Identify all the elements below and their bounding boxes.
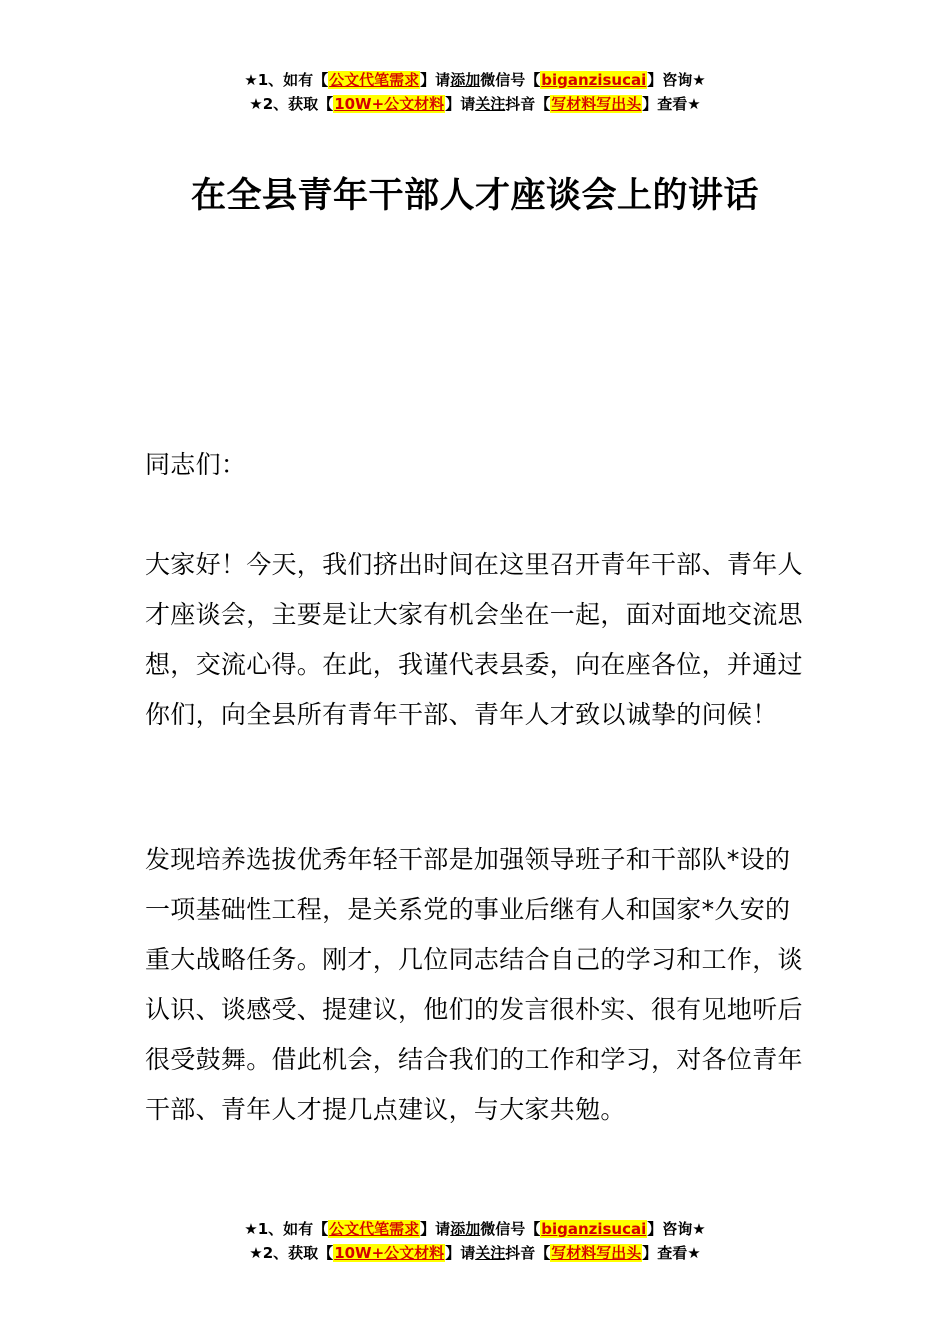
- banner-text: 抖音【: [505, 1244, 551, 1262]
- banner-highlight: 10W+公文材料: [334, 1244, 445, 1262]
- banner-line-1: [0, 1217, 950, 1241]
- banner-text: 】请: [445, 95, 476, 113]
- banner-underlined-text: 添加: [450, 1220, 481, 1238]
- banner-text: 】请: [420, 71, 451, 89]
- banner-line-2: [0, 1241, 950, 1265]
- banner-line-1: [0, 68, 950, 92]
- banner-text: ★1、如有【: [244, 1220, 329, 1238]
- banner-underlined-text: 关注: [475, 1244, 506, 1262]
- paragraph-2: [145, 835, 809, 1135]
- banner-text: ★2、获取【: [249, 95, 334, 113]
- banner-underlined-text: 关注: [475, 95, 506, 113]
- greeting: [145, 440, 809, 490]
- banner-text: 】咨询★: [647, 1220, 706, 1238]
- paragraph-text: 大家好！今天，我们挤出时间在这里召开青年干部、青年人才座谈会，主要是让大家有机会坐在一起，面对面地交流思想，交流心得。在此，我谨代表县委，向在座各位，并通过你们，向全县所有青年干部、青年人才致以诚挚的问候！: [145, 550, 803, 729]
- banner-highlight: biganzisucai: [541, 71, 647, 89]
- banner-text: 微信号【: [480, 1220, 541, 1238]
- banner-highlight: 10W+公文材料: [334, 95, 445, 113]
- header-banner: [0, 68, 950, 116]
- banner-highlight: 公文代笔需求: [329, 1220, 420, 1238]
- banner-line-2: [0, 92, 950, 116]
- banner-highlight: biganzisucai: [541, 1220, 647, 1238]
- banner-text: 抖音【: [505, 95, 551, 113]
- paragraph-text: 发现培养选拔优秀年轻干部是加强领导班子和干部队*设的一项基础性工程，是关系党的事业后继有人和国家*久安的重大战略任务。刚才，几位同志结合自己的学习和工作，谈认识、谈感受、提建议，他们的发言很朴实、很有见地听后很受鼓舞。借此机会，结合我们的工作和学习，对各位青年干部、青年人才提几点建议，与大家共勉。: [145, 845, 803, 1124]
- paragraph-1: [145, 540, 809, 740]
- banner-text: 】请: [420, 1220, 451, 1238]
- banner-text: 】查看★: [642, 1244, 701, 1262]
- banner-highlight: 公文代笔需求: [329, 71, 420, 89]
- document-title: 在全县青年干部人才座谈会上的讲话: [190, 176, 759, 217]
- banner-underlined-text: 添加: [450, 71, 481, 89]
- banner-text: 微信号【: [480, 71, 541, 89]
- banner-text: ★1、如有【: [244, 71, 329, 89]
- banner-text: ★2、获取【: [249, 1244, 334, 1262]
- footer-banner: [0, 1217, 950, 1265]
- banner-highlight: 写材料写出头: [551, 95, 642, 113]
- banner-text: 】咨询★: [647, 71, 706, 89]
- banner-text: 】请: [445, 1244, 476, 1262]
- greeting-text: 同志们：: [145, 450, 247, 479]
- banner-text: 】查看★: [642, 95, 701, 113]
- banner-highlight: 写材料写出头: [551, 1244, 642, 1262]
